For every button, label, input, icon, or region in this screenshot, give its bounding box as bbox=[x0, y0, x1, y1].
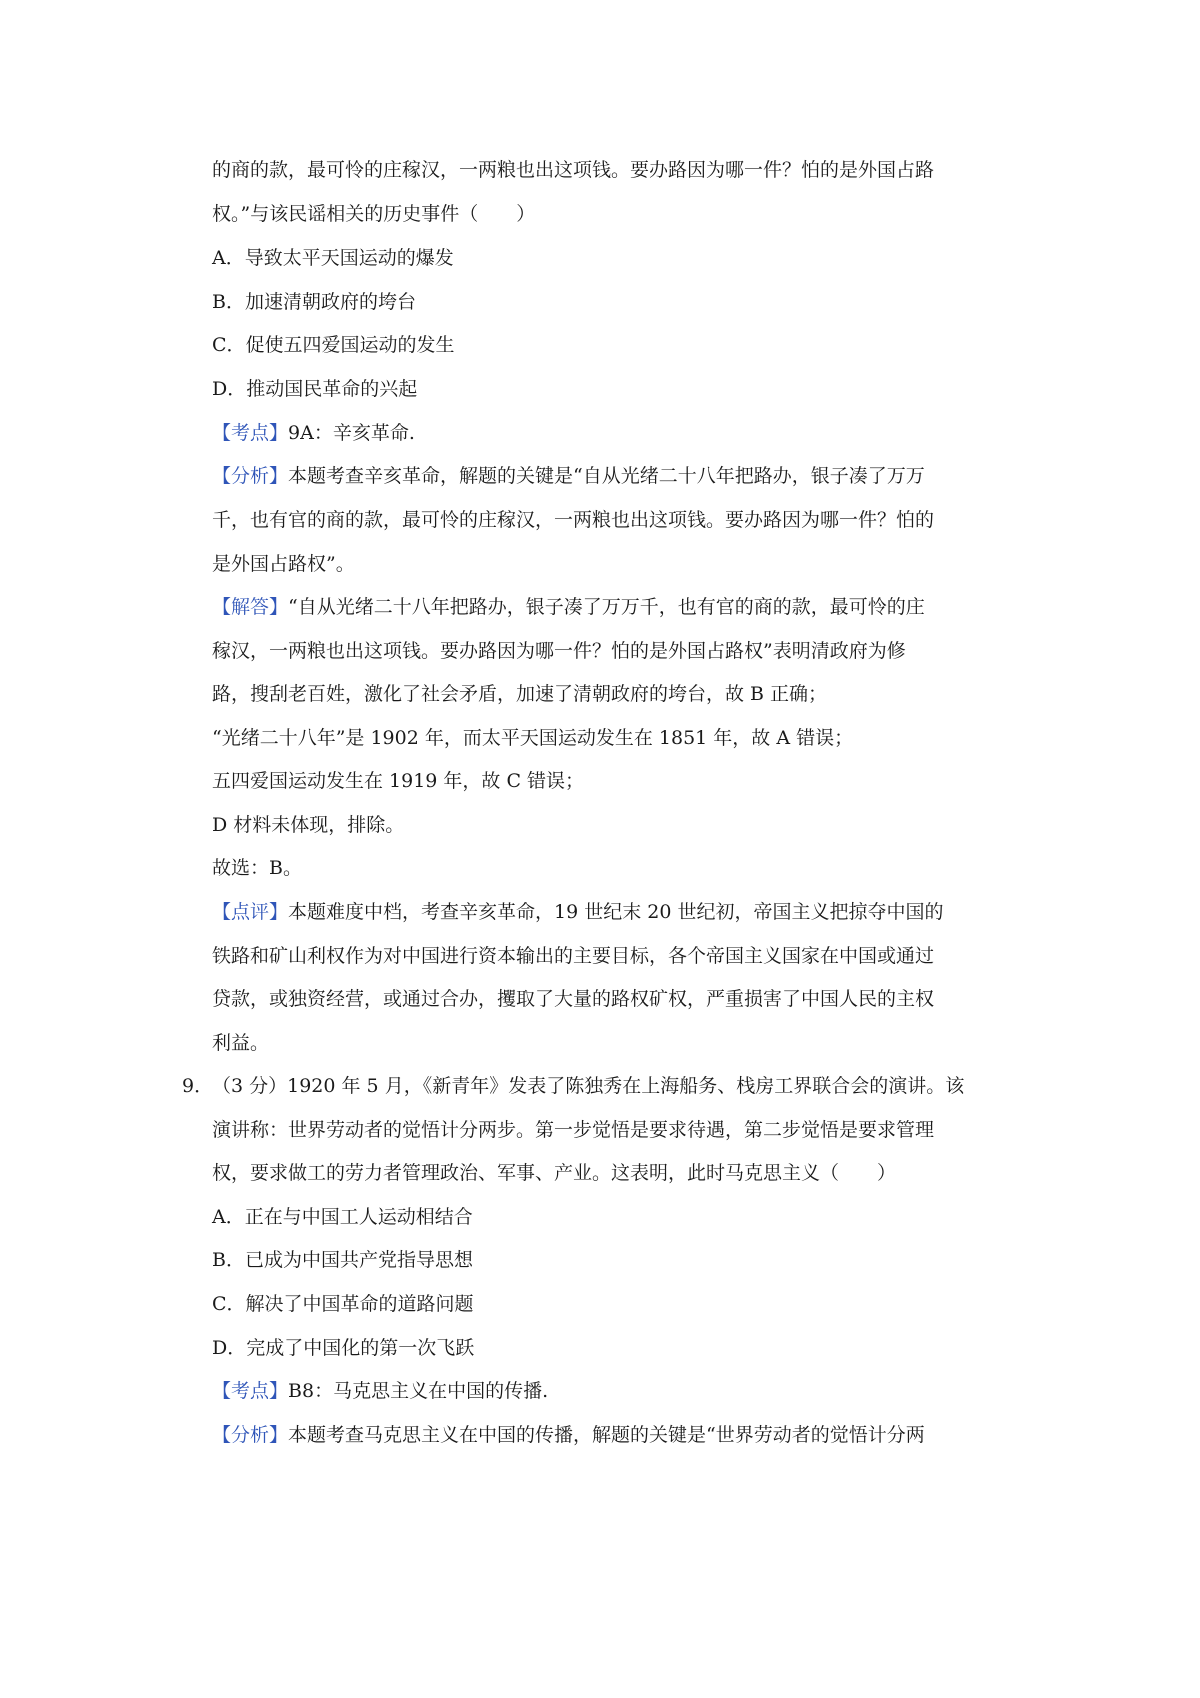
q9-fenxi-text-1: 本题考查马克思主义在中国的传播，解题的关键是“世界劳动者的觉悟计分两 bbox=[288, 1424, 925, 1446]
q8-jieda-tag: 【解答】 bbox=[212, 596, 289, 618]
q9-option-b: B．已成为中国共产党指导思想 bbox=[212, 1249, 473, 1271]
q8-dianping-text-1: 本题难度中档，考查辛亥革命，19 世纪末 20 世纪初，帝国主义把掠夺中国的 bbox=[288, 901, 944, 923]
q8-fenxi-text-1: 本题考查辛亥革命，解题的关键是“自从光绪二十八年把路办，银子凑了万万 bbox=[288, 465, 925, 487]
q9-option-d: D．完成了中国化的第一次飞跃 bbox=[212, 1337, 475, 1359]
q8-jieda-line-7: 故选：B。 bbox=[212, 857, 302, 879]
q8-dianping-line-4: 利益。 bbox=[212, 1032, 270, 1054]
q8-jieda-line-6: D 材料未体现，排除。 bbox=[212, 814, 405, 836]
q9-option-c: C．解决了中国革命的道路问题 bbox=[212, 1293, 474, 1315]
q8-dianping-line-3: 贷款，或独资经营，或通过合办，攫取了大量的路权矿权，严重损害了中国人民的主权 bbox=[212, 988, 935, 1010]
q8-dianping-line-1 bbox=[212, 897, 1032, 927]
q8-option-b: B．加速清朝政府的垮台 bbox=[212, 291, 416, 313]
q9-kaodian-tag: 【考点】 bbox=[212, 1380, 289, 1402]
q8-fenxi-tag: 【分析】 bbox=[212, 465, 289, 487]
q8-jieda-line-1 bbox=[212, 592, 1032, 622]
q9-kaodian bbox=[212, 1376, 1032, 1406]
q9-stem-line-1: （3 分）1920 年 5 月，《新青年》发表了陈独秀在上海船务、栈房工界联合会的演讲。该 bbox=[212, 1075, 965, 1097]
q8-kaodian-text: 9A：辛亥革命. bbox=[288, 422, 415, 444]
q8-jieda-line-2: 稼汉，一两粮也出这项钱。要办路因为哪一件？怕的是外国占路权”表明清政府为修 bbox=[212, 640, 906, 662]
q8-kaodian-tag: 【考点】 bbox=[212, 422, 289, 444]
q8-option-d: D．推动国民革命的兴起 bbox=[212, 378, 418, 400]
q8-stem-line-2: 权。”与该民谣相关的历史事件（ ） bbox=[212, 203, 536, 225]
q8-jieda-line-4: “光绪二十八年”是 1902 年，而太平天国运动发生在 1851 年，故 A 错误； bbox=[212, 727, 854, 749]
q9-number: 9． bbox=[182, 1075, 214, 1097]
q9-fenxi-line-1 bbox=[212, 1420, 1032, 1450]
q8-fenxi-line-3: 是外国占路权”。 bbox=[212, 553, 355, 575]
q8-dianping-line-2: 铁路和矿山利权作为对中国进行资本输出的主要目标，各个帝国主义国家在中国或通过 bbox=[212, 945, 935, 967]
q9-stem-line-2: 演讲称：世界劳动者的觉悟计分两步。第一步觉悟是要求待遇，第二步觉悟是要求管理 bbox=[212, 1119, 935, 1141]
q9-option-a: A．正在与中国工人运动相结合 bbox=[212, 1206, 473, 1228]
q8-option-c: C．促使五四爱国运动的发生 bbox=[212, 334, 455, 356]
q8-fenxi-line-2: 千，也有官的商的款，最可怜的庄稼汉，一两粮也出这项钱。要办路因为哪一件？怕的 bbox=[212, 509, 935, 531]
q8-jieda-line-3: 路，搜刮老百姓，激化了社会矛盾，加速了清朝政府的垮台，故 B 正确； bbox=[212, 683, 828, 705]
q9-kaodian-text: B8：马克思主义在中国的传播. bbox=[288, 1380, 549, 1402]
q8-kaodian bbox=[212, 418, 1032, 448]
q8-jieda-text-1: “自从光绪二十八年把路办，银子凑了万万千，也有官的商的款，最可怜的庄 bbox=[288, 596, 925, 618]
q9-stem-line-3: 权，要求做工的劳力者管理政治、军事、产业。这表明，此时马克思主义（ ） bbox=[212, 1162, 897, 1184]
q8-fenxi-line-1 bbox=[212, 461, 1032, 491]
q8-jieda-line-5: 五四爱国运动发生在 1919 年，故 C 错误； bbox=[212, 770, 585, 792]
q8-option-a: A．导致太平天国运动的爆发 bbox=[212, 247, 454, 269]
q9-fenxi-tag: 【分析】 bbox=[212, 1424, 289, 1446]
q8-stem-line-1: 的商的款，最可怜的庄稼汉，一两粮也出这项钱。要办路因为哪一件？怕的是外国占路 bbox=[212, 159, 935, 181]
q8-dianping-tag: 【点评】 bbox=[212, 901, 289, 923]
